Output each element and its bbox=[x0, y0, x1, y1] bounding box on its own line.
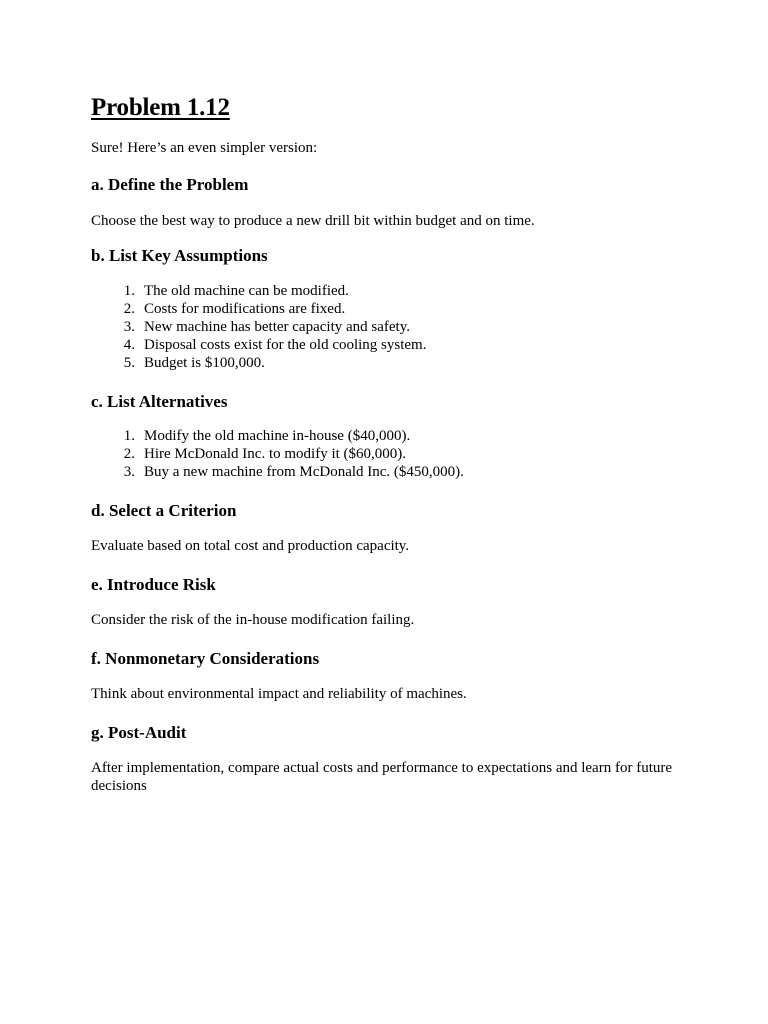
section-g-text: After implementation, compare actual costs and performance to expectations and learn for future decisions bbox=[91, 760, 673, 794]
list-item-number: 3. bbox=[123, 319, 135, 335]
section-e-text: Consider the risk of the in-house modification failing. bbox=[91, 612, 415, 628]
assumptions-list bbox=[91, 282, 678, 372]
list-item-number: 5. bbox=[123, 355, 135, 371]
alternatives-list bbox=[91, 427, 678, 481]
intro-text: Sure! Here’s an even simpler version: bbox=[91, 140, 318, 156]
list-item bbox=[91, 427, 678, 445]
list-item bbox=[91, 318, 678, 336]
section-d-text: Evaluate based on total cost and production capacity. bbox=[91, 538, 410, 554]
list-item-number: 4. bbox=[123, 337, 135, 353]
list-item bbox=[91, 336, 678, 354]
list-item-text: The old machine can be modified. bbox=[144, 283, 349, 299]
list-item bbox=[91, 463, 678, 481]
list-item-text: Disposal costs exist for the old cooling system. bbox=[144, 337, 427, 353]
list-item-text: Hire McDonald Inc. to modify it ($60,000). bbox=[144, 446, 407, 462]
section-d-heading: d. Select a Criterion bbox=[91, 501, 237, 520]
list-item-text: Budget is $100,000. bbox=[144, 355, 265, 371]
list-item-number: 1. bbox=[123, 283, 135, 299]
section-g-heading: g. Post-Audit bbox=[91, 723, 187, 742]
list-item-number: 1. bbox=[123, 428, 135, 444]
list-item-number: 2. bbox=[123, 301, 135, 317]
list-item-number: 3. bbox=[123, 464, 135, 480]
list-item-number: 2. bbox=[123, 446, 135, 462]
list-item-text: Buy a new machine from McDonald Inc. ($450,000). bbox=[144, 464, 464, 480]
list-item bbox=[91, 354, 678, 372]
list-item-text: New machine has better capacity and safety. bbox=[144, 319, 410, 335]
section-b-heading: b. List Key Assumptions bbox=[91, 246, 268, 265]
section-e-heading: e. Introduce Risk bbox=[91, 575, 216, 594]
page-title: Problem 1.12 bbox=[91, 94, 230, 121]
list-item bbox=[91, 282, 678, 300]
section-f-text: Think about environmental impact and reliability of machines. bbox=[91, 686, 467, 702]
section-a-heading: a. Define the Problem bbox=[91, 175, 249, 194]
list-item-text: Modify the old machine in-house ($40,000). bbox=[144, 428, 411, 444]
section-f-heading: f. Nonmonetary Considerations bbox=[91, 649, 320, 668]
list-item-text: Costs for modifications are fixed. bbox=[144, 301, 346, 317]
list-item bbox=[91, 445, 678, 463]
section-c-heading: c. List Alternatives bbox=[91, 392, 228, 411]
section-a-text: Choose the best way to produce a new drill bit within budget and on time. bbox=[91, 213, 535, 229]
list-item bbox=[91, 300, 678, 318]
